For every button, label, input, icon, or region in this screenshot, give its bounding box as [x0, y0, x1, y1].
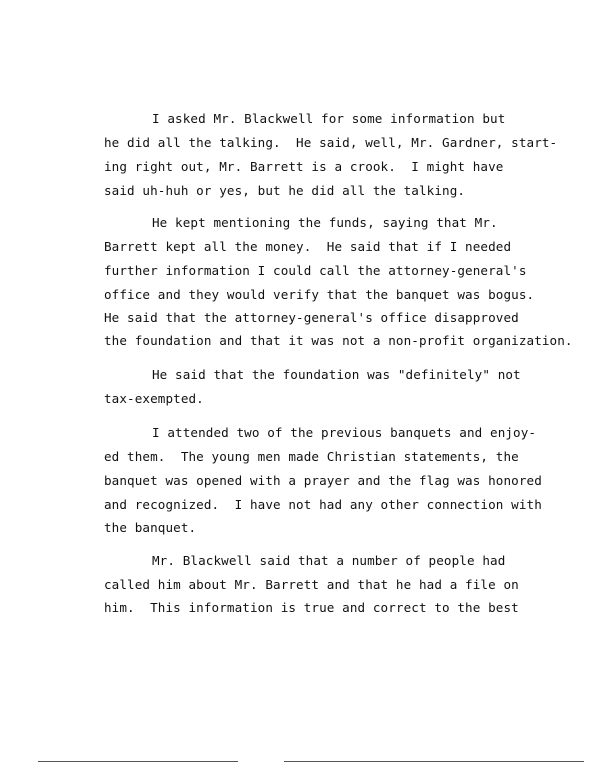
- paragraph-2-line-4: office and they would verify that the banquet was bogus.: [104, 287, 535, 302]
- paragraph-5-line-3: him. This information is true and correct to the best: [104, 600, 519, 615]
- paragraph-3-line-2: tax-exempted.: [104, 391, 204, 406]
- paragraph-2-line-2: Barrett kept all the money. He said that if I needed: [104, 239, 512, 254]
- bottom-scan-line-right: [284, 761, 584, 762]
- paragraph-1-line-3: ing right out, Mr. Barrett is a crook. I might have: [104, 159, 504, 174]
- paragraph-1-line-2: he did all the talking. He said, well, Mr. Gardner, start-: [104, 135, 558, 150]
- paragraph-3-line-1: He said that the foundation was "definitely" not: [152, 367, 521, 382]
- paragraph-4-line-2: ed them. The young men made Christian statements, the: [104, 449, 519, 464]
- paragraph-2-line-6: the foundation and that it was not a non-profit organization.: [104, 333, 573, 348]
- paragraph-4-line-4: and recognized. I have not had any other connection with: [104, 497, 542, 512]
- paragraph-2-line-3: further information I could call the attorney-general's: [104, 263, 527, 278]
- paragraph-2-line-5: He said that the attorney-general's office disapproved: [104, 310, 519, 325]
- bottom-scan-line-left: [38, 761, 238, 762]
- paragraph-1-line-1: I asked Mr. Blackwell for some information but: [152, 111, 506, 126]
- paragraph-5-line-2: called him about Mr. Barrett and that he had a file on: [104, 577, 519, 592]
- paragraph-4-line-1: I attended two of the previous banquets and enjoy-: [152, 425, 537, 440]
- paragraph-4-line-5: the banquet.: [104, 520, 197, 535]
- paragraph-1-line-4: said uh-huh or yes, but he did all the talking.: [104, 183, 466, 198]
- paragraph-5-line-1: Mr. Blackwell said that a number of people had: [152, 553, 506, 568]
- paragraph-4-line-3: banquet was opened with a prayer and the flag was honored: [104, 473, 542, 488]
- paragraph-2-line-1: He kept mentioning the funds, saying that Mr.: [152, 215, 498, 230]
